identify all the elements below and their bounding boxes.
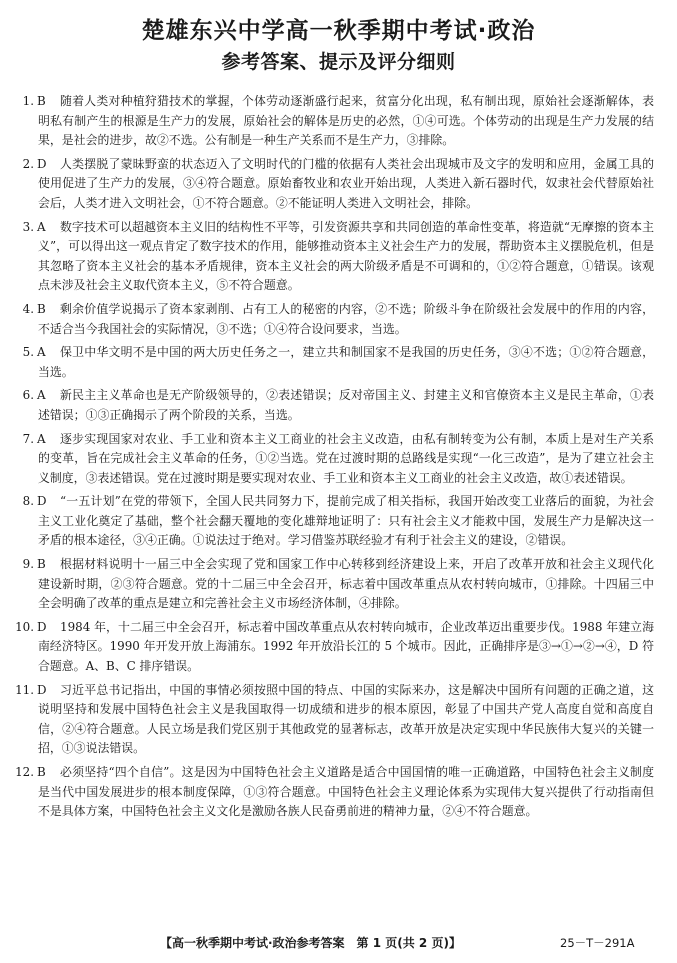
item-number: 2. [22,156,34,171]
answer-item [22,92,654,151]
item-explanation: 剩余价值学说揭示了资本家剥削、占有工人的秘密的内容，②不选；阶级斗争在阶级社会发展中的作用的内容，不适合当今我国社会的实际情况，③不选；①④符合设问要求，当选。 [38,301,654,336]
item-explanation: 新民主主义革命也是无产阶级领导的，②表述错误；反对帝国主义、封建主义和官僚资本主义是民主革命，①表述错误；①③正确揭示了两个阶段的关系，当选。 [38,388,654,422]
item-explanation: 根据材料说明十一届三中全会实现了党和国家工作中心转移到经济建设上来，开启了改革开放和社会主义现代化建设新时期，②③符合题意。党的十二届三中全会召开，标志着中国改革重点从农村转向城市，①排除。十四届三中全会明确了改革的重点是建立和完善社会主义市场经济体制，④排除。 [38,557,654,611]
item-number: 12. [15,765,34,779]
document-code: 25－T－291A [560,936,635,950]
answer-item [15,681,654,759]
item-explanation: 人类摆脱了蒙昧野蛮的状态迈入了文明时代的门槛的依据有人类社会出现城市及文字的发明和应用，金属工具的使用促进了生产力的发展，③④符合题意。原始畜牧业和农业开始出现，人类进入新石器时代，奴隶社会代替原始社会后，人类才进入文明社会，①不符合题意。②不能证明人类进入文明社会，排除。 [38,156,654,210]
answer-item [15,763,654,822]
item-answer: A [37,431,46,446]
answer-item [22,300,654,339]
answer-list [15,92,654,826]
item-answer: A [37,219,46,234]
item-answer: A [37,388,46,403]
item-explanation: 1984 年，十二届三中全会召开，标志着中国改革重点从农村转向城市，企业改革迈出重要步伐。1988 年建立海南经济特区。1990 年开发开放上海浦东。1992 年开放沿长江的 5 个城市。因此，正确排序是③→①→②→④，D 符合题意。A、B、C 排序错误。 [38,619,654,674]
item-number: 10. [15,619,34,634]
item-explanation: 数字技术可以超越资本主义旧的结构性不平等，引发资源共享和共同创造的革命性变革，将造就“无摩擦的资本主义”，可以得出这一观点肯定了数字技术的作用，能够推动资本主义社会生产力的发展，帮助资本主义摆脱危机，但是其忽略了资本主义社会的基本矛盾规律，资本主义社会的两大阶级矛盾是不可调和的，①②符合题意，①错误。该观点未涉及社会主义取代资本主义，⑤不符合题意。 [38,219,654,293]
answer-item [22,343,654,382]
item-answer: D [37,619,47,634]
item-answer: B [37,765,46,779]
item-number: 7. [22,431,34,446]
item-answer: D [37,682,47,697]
item-number: 9. [22,557,34,572]
item-number: 8. [22,494,34,509]
item-number: 3. [22,219,34,234]
answer-item [22,386,654,425]
item-explanation: 随着人类对种植狩猎技术的掌握，个体劳动逐渐盛行起来，贫富分化出现，私有制出现，原始社会逐渐解体，表明私有制产生的根源是生产力的发展，原始社会的解体是历史的必然，①④可选。个体劳动的出现是生产力发展的结果，是社会的进步，故②不选。公有制是一种生产关系而不是生产力，③排除。 [38,94,654,148]
item-number: 1. [22,94,34,108]
item-explanation: 必须坚持“四个自信”。这是因为中国特色社会主义道路是适合中国国情的唯一正确道路，中国特色社会主义制度是当代中国发展进步的根本制度保障，①③符合题意。中国特色社会主义理论体系为实现伟大复兴提供了行动指南但不是具体方案，中国特色社会主义文化是激励各族人民奋勇前进的精神力量，②④不符合题意。 [38,765,654,819]
answer-item [22,430,654,489]
item-answer: B [37,301,46,316]
item-number: 5. [22,345,34,360]
item-explanation: 保卫中华文明不是中国的两大历史任务之一，建立共和制国家不是我国的历史任务，③④不选；①②符合题意，当选。 [38,345,654,379]
page-footer: 【高一秋季期中考试·政治参考答案 第 1 页(共 2 页)】 [160,936,461,950]
item-answer: A [37,345,46,360]
page-subtitle: 参考答案、提示及评分细则 [221,51,456,73]
item-explanation: 逐步实现国家对农业、手工业和资本主义工商业的社会主义改造，由私有制转变为公有制，本质上是对生产关系的变革，旨在完成社会主义革命的任务，①②当选。党在过渡时期的总路线是实现“一化三改造”，是为了建立社会主义制度，③表述错误。党在过渡时期是要实现对农业、手工业和资本主义工商业的社会主义改造，故①表述错误。 [38,431,654,485]
page-title: 楚雄东兴中学高一秋季期中考试·政治 [141,18,536,44]
item-number: 11. [15,682,34,697]
item-answer: B [37,557,46,572]
item-answer: D [37,156,47,171]
answer-item [22,218,654,296]
answer-item [22,555,654,614]
item-answer: D [37,494,47,509]
item-number: 6. [22,388,34,403]
item-answer: B [37,94,46,108]
answer-item [15,618,654,677]
answer-item [22,155,654,214]
answer-item [22,492,654,551]
item-number: 4. [22,301,34,316]
item-explanation: “一五计划”在党的带领下，全国人民共同努力下，提前完成了相关指标，我国开始改变工业落后的面貌，为社会主义工业化奠定了基础，整个社会翻天覆地的变化雄辩地证明了：只有社会主义才能救中国，发展生产力是解决这一矛盾的根本途径，③④正确。①说法过于绝对。学习借鉴苏联经验才有利于社会主义的建设，②错误。 [38,494,654,548]
item-explanation: 习近平总书记指出，中国的事情必须按照中国的特点、中国的实际来办，这是解决中国所有问题的正确之道，这说明坚持和发展中国特色社会主义是我国取得一切成绩和进步的根本原因，彰显了中国共产党人高度自觉和高度自信，②④符合题意。人民立场是我们党区别于其他政党的显著标志，改革开放是决定实现中华民族伟大复兴的关键一招，①③说法错误。 [38,682,654,756]
